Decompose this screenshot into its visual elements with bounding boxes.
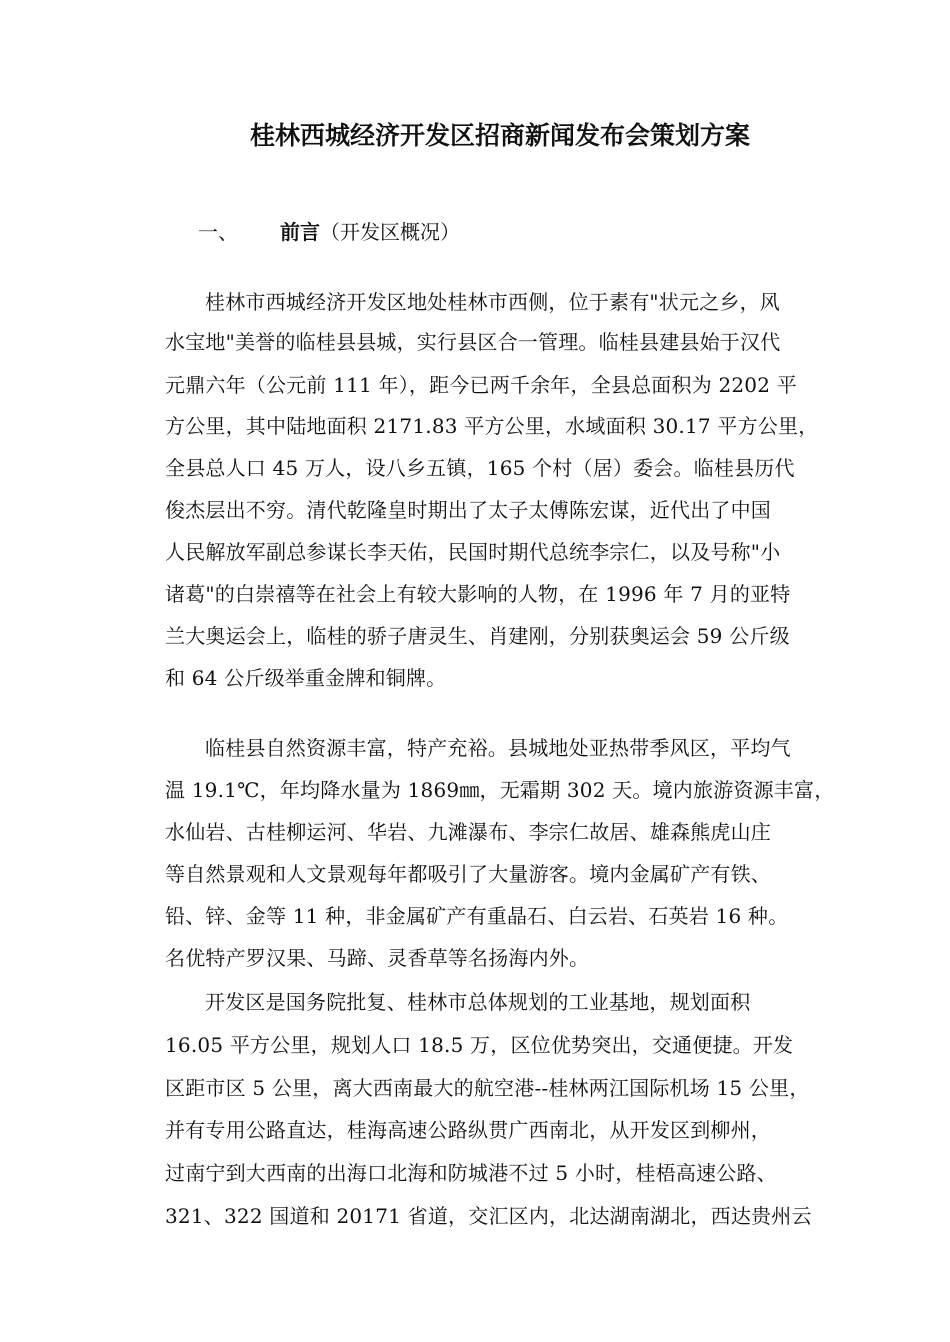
paragraph-line: 水宝地"美誉的临桂县县城，实行县区合一管理。临桂县建县始于汉代	[165, 330, 781, 354]
paragraph-line: 区距市区 5 公里，离大西南最大的航空港--桂林两江国际机场 15 公里，	[165, 1076, 810, 1100]
section-heading	[198, 216, 460, 245]
paragraph-line: 321、322 国道和 20171 省道，交汇区内，北达湖南湖北，西达贵州云	[165, 1204, 812, 1228]
section-title: 前言	[280, 220, 320, 244]
paragraph-line: 桂林市西城经济开发区地处桂林市西侧，位于素有"状元之乡，风	[205, 290, 780, 314]
paragraph-line: 元鼎六年（公元前 111 年），距今已两千余年，全县总面积为 2202 平	[165, 373, 797, 397]
paragraph-line: 兰大奥运会上，临桂的骄子唐灵生、肖建刚，分别获奥运会 59 公斤级	[165, 624, 790, 648]
section-subtitle: （开发区概况）	[320, 220, 460, 244]
paragraph-line: 等自然景观和人文景观每年都吸引了大量游客。境内金属矿产有铁、	[165, 862, 771, 886]
paragraph-line: 人民解放军副总参谋长李天佑，民国时期代总统李宗仁，以及号称"小	[165, 540, 781, 564]
paragraph-line: 并有专用公路直达，桂海高速公路纵贯广西南北，从开发区到柳州，	[165, 1118, 771, 1142]
document-title: 桂林西城经济开发区招商新闻发布会策划方案	[249, 121, 750, 150]
section-number: 一、	[198, 220, 238, 244]
paragraph-line: 方公里，其中陆地面积 2171.83 平方公里，水域面积 30.17 平方公里，	[165, 414, 819, 438]
paragraph-line: 名优特产罗汉果、马蹄、灵香草等名扬海内外。	[165, 946, 590, 970]
paragraph-line: 俊杰层出不穷。清代乾隆皇时期出了太子太傅陈宏谋，近代出了中国	[165, 498, 771, 522]
paragraph-line: 水仙岩、古桂柳运河、华岩、九滩瀑布、李宗仁故居、雄森熊虎山庄	[165, 820, 771, 844]
paragraph-line: 和 64 公斤级举重金牌和铜牌。	[165, 666, 447, 690]
paragraph-line: 诸葛"的白崇禧等在社会上有较大影响的人物，在 1996 年 7 月的亚特	[165, 582, 791, 606]
paragraph-line: 开发区是国务院批复、桂林市总体规划的工业基地，规划面积	[205, 990, 751, 1014]
paragraph-line: 过南宁到大西南的出海口北海和防城港不过 5 小时，桂梧高速公路、	[165, 1161, 777, 1185]
paragraph-line: 全县总人口 45 万人，设八乡五镇，165 个村（居）委会。临桂县历代	[165, 456, 795, 480]
paragraph-line: 临桂县自然资源丰富，特产充裕。县城地处亚热带季风区，平均气	[205, 736, 791, 760]
paragraph-line: 铅、锌、金等 11 种，非金属矿产有重晶石、白云岩、石英岩 16 种。	[165, 904, 789, 928]
paragraph-line: 16.05 平方公里，规划人口 18.5 万，区位优势突出，交通便捷。开发	[165, 1033, 794, 1057]
paragraph-line: 温 19.1℃，年均降水量为 1869㎜，无霜期 302 天。境内旅游资源丰富，	[165, 778, 835, 802]
